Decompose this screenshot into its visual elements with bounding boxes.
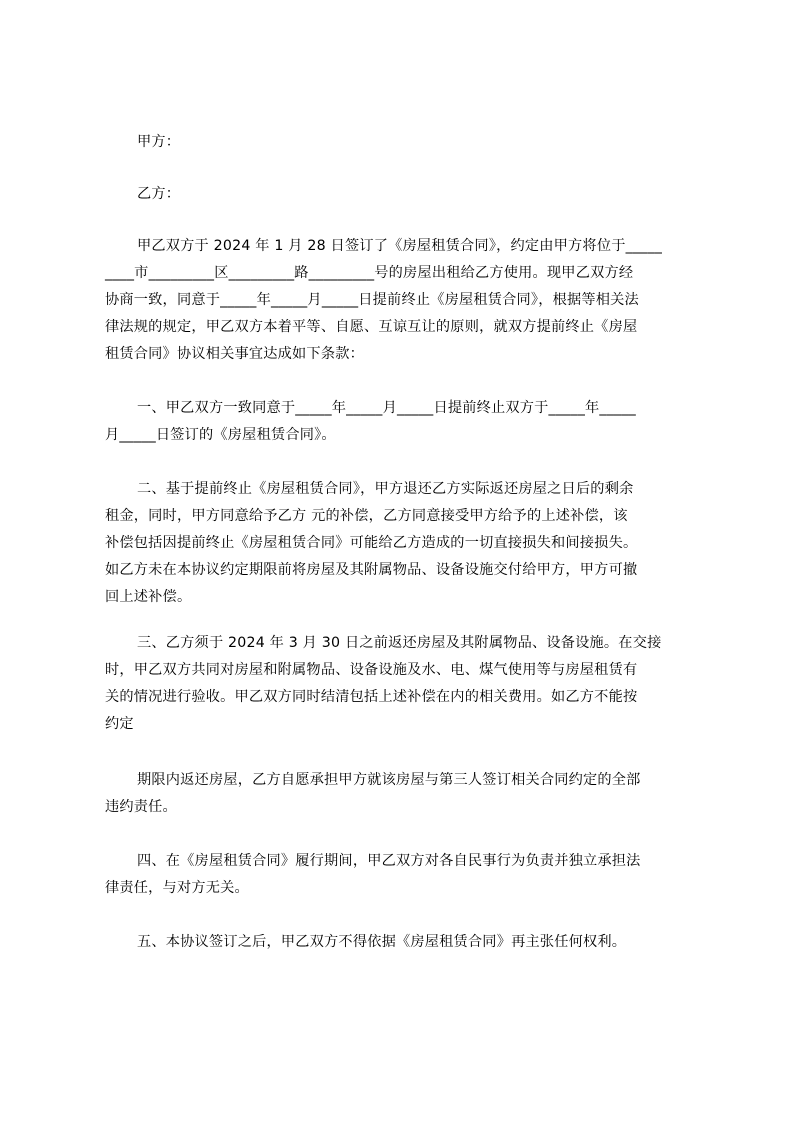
clause-3-line: 约定 [105,716,134,732]
clause-3-line: 时，甲乙双方共同对房屋和附属物品、设备设施及水、电、煤气使用等与房屋租赁有 [105,662,638,678]
party-b-label: 乙方： [137,186,181,202]
clause-4-line: 律责任，与对方无关。 [105,880,249,896]
clause-2-line: 二、基于提前终止《房屋租赁合同》，甲方退还乙方实际返还房屋之日后的剩余 [137,481,634,497]
intro-line: 甲乙双方于 2024 年 1 月 28 日签订了《房屋租赁合同》，约定由甲方将位于_____ [137,238,663,254]
intro-line: 租赁合同》协议相关事宜达成如下条款： [105,346,364,362]
clause-3-continuation-line: 违约责任。 [105,799,177,815]
clause-3-continuation-line: 期限内返还房屋，乙方自愿承担甲方就该房屋与第三人签订相关合同约定的全部 [137,772,641,788]
intro-line: 律法规的规定，甲乙双方本着平等、自愿、互谅互让的原则，就双方提前终止《房屋 [105,319,638,335]
clause-4-line: 四、在《房屋租赁合同》履行期间，甲乙双方对各自民事行为负责并独立承担法 [137,853,641,869]
clause-5-line: 五、本协议签订之后，甲乙双方不得依据《房屋租赁合同》再主张任何权利。 [137,934,627,950]
clause-1-line: 一、甲乙双方一致同意于_____年_____月_____日提前终止双方于_____年_____ [137,400,636,416]
clause-1-line: 月_____日签订的《房屋租赁合同》。 [105,427,336,443]
intro-line: 协商一致，同意于_____年_____月_____日提前终止《房屋租赁合同》，根据等相关法 [105,292,639,308]
clause-2-line: 补偿包括因提前终止《房屋租赁合同》可能给乙方造成的一切直接损失和间接损失。 [105,535,638,551]
clause-3-line: 关的情况进行验收。甲乙双方同时结清包括上述补偿在内的相关费用。如乙方不能按 [105,689,638,705]
clause-2-line: 租金，同时，甲方同意给予乙方 元的补偿，乙方同意接受甲方给予的上述补偿，该 [105,508,628,524]
clause-2-line: 如乙方未在本协议约定期限前将房屋及其附属物品、设备设施交付给甲方，甲方可撤 [105,562,638,578]
clause-2-line: 回上述补偿。 [105,589,192,605]
intro-line: ____市_________区_________路_________号的房屋出租给乙方使用。现甲乙双方经 [105,265,634,281]
clause-3-line: 三、乙方须于 2024 年 3 月 30 日之前返还房屋及其附属物品、设备设施。在交接 [137,635,662,651]
party-a-label: 甲方： [137,134,181,150]
